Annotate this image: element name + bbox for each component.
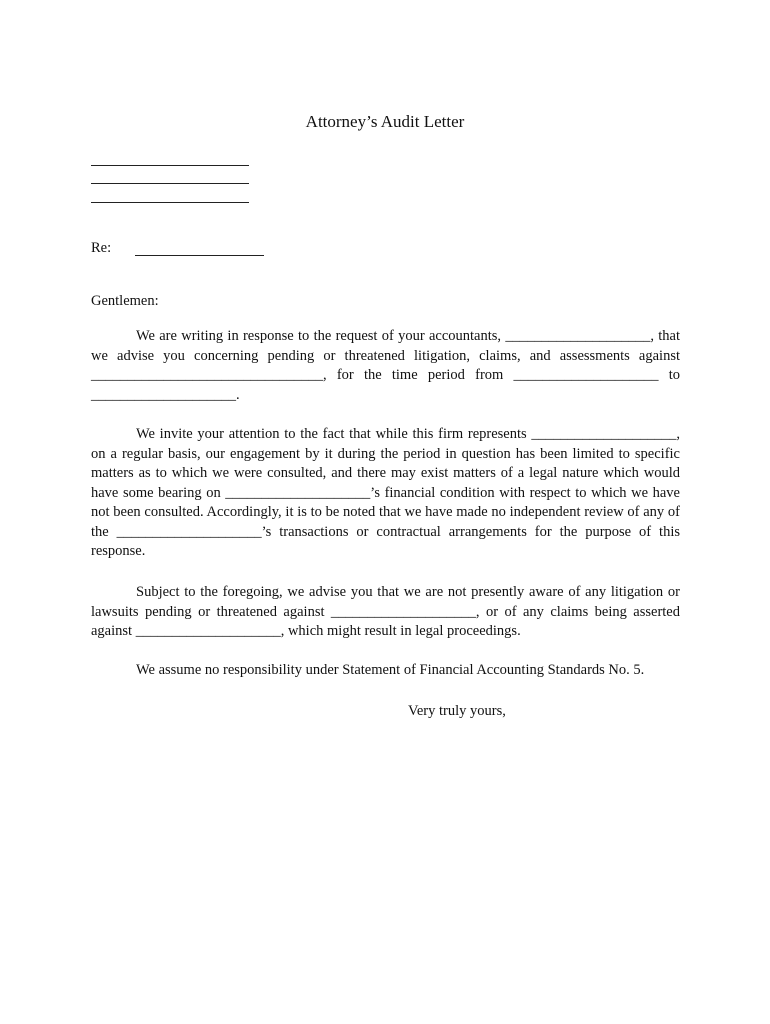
- paragraph-responsibility: We assume no responsibility under Statement of Financial Accounting Standards No. 5.: [136, 662, 645, 678]
- closing-valediction: Very truly yours,: [408, 703, 506, 719]
- document-title: Attorney’s Audit Letter: [305, 112, 465, 131]
- address-line-1: [91, 165, 249, 166]
- re-blank-line: [135, 255, 264, 256]
- paragraph-request: We are writing in response to the request of your accountants, ____________________, that we advise you concerning pending or threatened litigation, claims, and assessments against ________________________________, for the time period from ____________________ to ____________________.: [91, 328, 680, 403]
- salutation: Gentlemen:: [91, 293, 159, 309]
- re-label: Re:: [91, 240, 112, 256]
- address-line-2: [91, 183, 249, 184]
- address-line-3: [91, 202, 249, 203]
- paragraph-litigation: Subject to the foregoing, we advise you that we are not presently aware of any litigation or lawsuits pending or threatened against ____________________, or of any claims being asserted against ____________________, which might result in legal proceedings.: [91, 584, 680, 639]
- paragraph-representation: We invite your attention to the fact that while this firm represents ____________________, on a regular basis, our engagement by it during the period in question has been limited to specific matters as to which we were consulted, and there may exist matters of a legal nature which would have some bearing on ____________________’s financial condition with respect to which we have not been consulted. Accordingly, it is to be noted that we have made no independent review of any of the ____________________’s transactions or contractual arrangements for the purpose of this response.: [91, 426, 680, 559]
